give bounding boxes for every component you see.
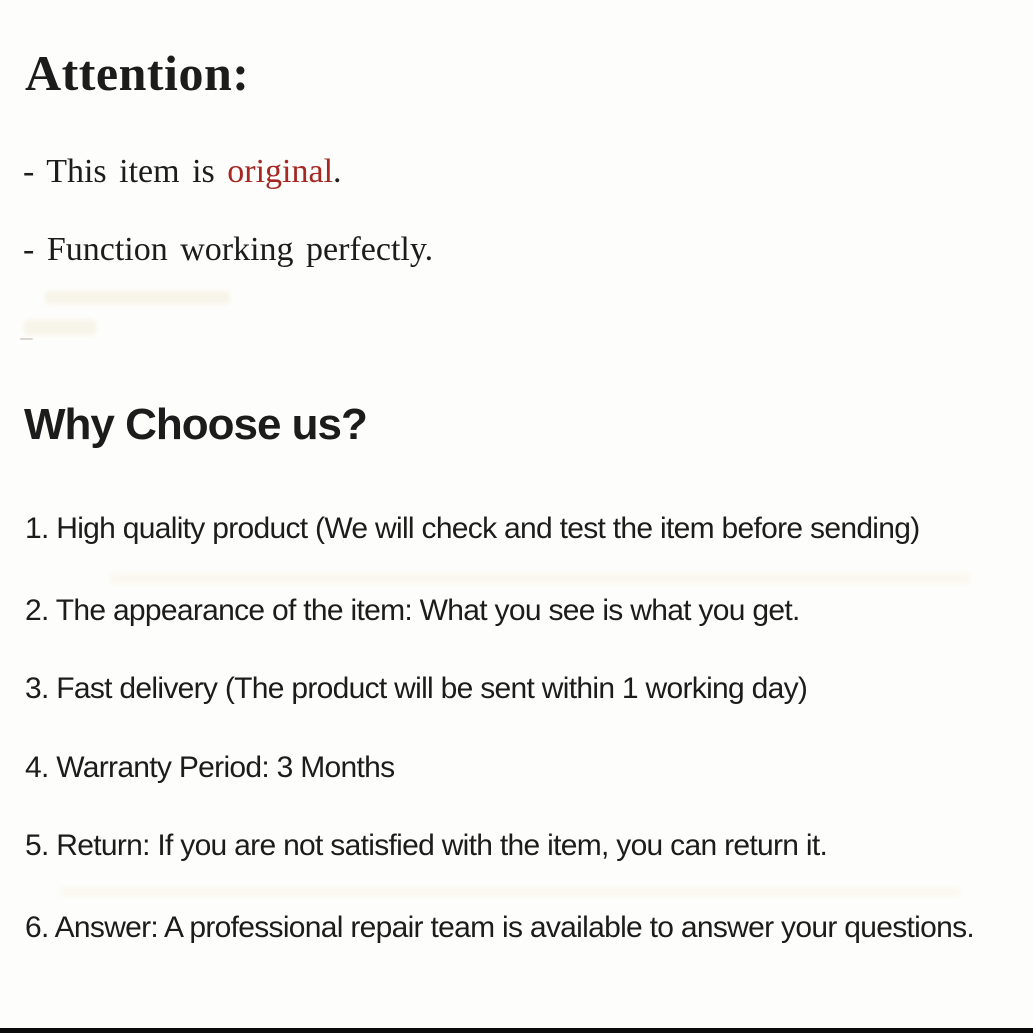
line-text-suffix: . bbox=[333, 153, 342, 190]
ghost-artifact bbox=[60, 887, 960, 897]
benefit-item-5: 5. Return: If you are not satisfied with the item, you can return it. bbox=[25, 829, 828, 862]
benefit-item-3: 3. Fast delivery (The product will be sent within 1 working day) bbox=[25, 672, 808, 705]
benefit-item-4: 4. Warranty Period: 3 Months bbox=[25, 751, 395, 784]
highlighted-word-original: original bbox=[227, 153, 334, 190]
ghost-artifact bbox=[110, 573, 970, 584]
ghost-artifact bbox=[24, 320, 96, 335]
benefit-item-2: 2. The appearance of the item: What you see is what you get. bbox=[25, 594, 800, 627]
line-text-prefix: - This item is bbox=[23, 153, 228, 190]
bottom-border-bar bbox=[0, 1028, 1033, 1033]
why-choose-heading: Why Choose us? bbox=[24, 400, 367, 449]
attention-heading: Attention: bbox=[25, 45, 250, 101]
attention-line-function: - Function working perfectly. bbox=[23, 231, 434, 268]
ghost-artifact bbox=[45, 291, 230, 304]
benefit-item-6: 6. Answer: A professional repair team is available to answer your questions. bbox=[25, 911, 975, 944]
attention-line-original bbox=[23, 155, 342, 189]
ghost-artifact bbox=[20, 338, 33, 340]
benefit-item-1: 1. High quality product (We will check and test the item before sending) bbox=[25, 512, 920, 545]
